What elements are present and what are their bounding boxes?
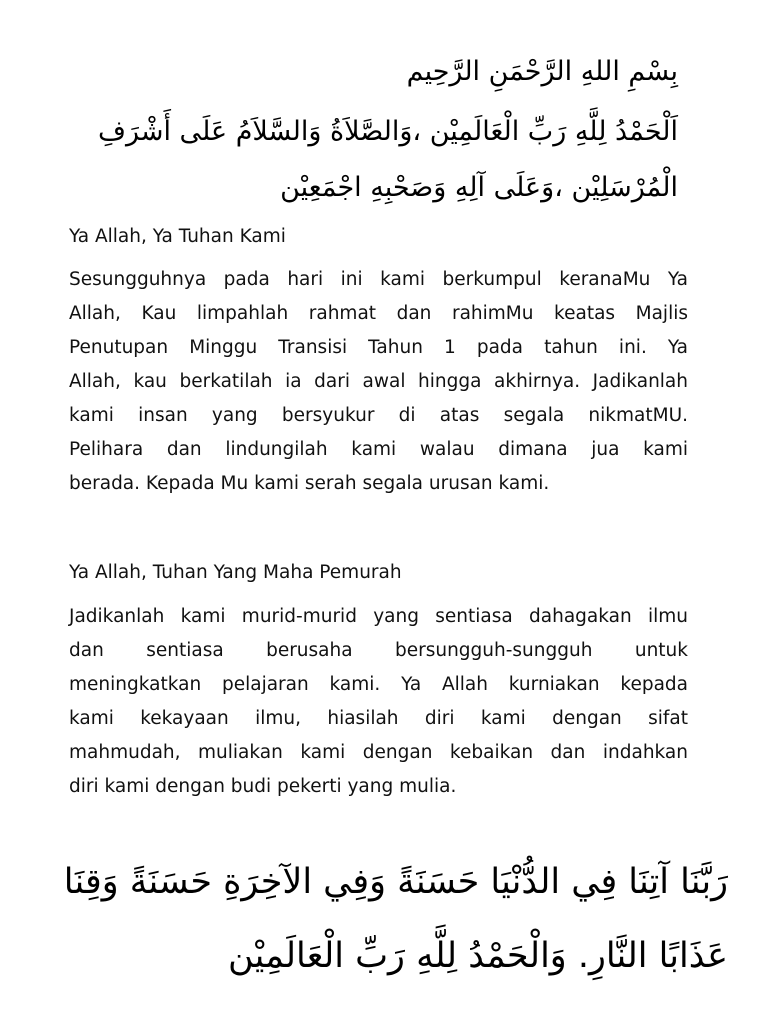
paragraph-line: berada. Kepada Mu kami serah segala urusan kami. [69, 473, 550, 494]
arabic-opening-line-2: اَلْحَمْدُ لِلَّهِ رَبِّ الْعَالَمِيْن ،وَالصَّلاَةُ وَالسَّلاَمُ عَلَى أَشْرَفِ [97, 116, 678, 147]
section-1-heading: Ya Allah, Ya Tuhan Kami [69, 226, 286, 247]
section-1-paragraph [69, 263, 688, 501]
paragraph-line: Sesungguhnya pada hari ini kami berkumpul keranaMu Ya [69, 269, 688, 290]
arabic-closing-line-2: عَذَابًا النَّارِ. وَالْحَمْدُ لِلَّهِ رَبِّ الْعَالَمِيْن [227, 936, 728, 976]
arabic-basmala: بِسْمِ اللهِ الرَّحْمَنِ الرَّحِيم [406, 56, 678, 87]
paragraph-line: Allah, kau berkatilah ia dari awal hingga akhirnya. Jadikanlah [69, 371, 688, 392]
paragraph-line: Penutupan Minggu Transisi Tahun 1 pada tahun ini. Ya [69, 337, 688, 358]
arabic-opening-line-3: الْمُرْسَلِيْن ،وَعَلَى آلِهِ وَصَحْبِهِ اجْمَعِيْن [280, 172, 678, 203]
section-2-paragraph [69, 600, 688, 804]
paragraph-line: diri kami dengan budi pekerti yang mulia. [69, 776, 457, 797]
paragraph-line: meningkatkan pelajaran kami. Ya Allah kurniakan kepada [69, 674, 688, 695]
paragraph-line: kami kekayaan ilmu, hiasilah diri kami dengan sifat [69, 708, 688, 729]
paragraph-line: dan sentiasa berusaha bersungguh-sungguh untuk [69, 640, 688, 661]
section-2-heading: Ya Allah, Tuhan Yang Maha Pemurah [69, 562, 402, 583]
paragraph-line: Pelihara dan lindungilah kami walau dimana jua kami [69, 439, 688, 460]
paragraph-line: Allah, Kau limpahlah rahmat dan rahimMu keatas Majlis [69, 303, 688, 324]
arabic-closing-line-1: رَبَّنَا آتِنَا فِي الدُّنْيَا حَسَنَةً وَفِي الآخِرَةِ حَسَنَةً وَقِنَا [63, 862, 728, 902]
paragraph-line: mahmudah, muliakan kami dengan kebaikan dan indahkan [69, 742, 688, 763]
paragraph-line: Jadikanlah kami murid-murid yang sentiasa dahagakan ilmu [69, 606, 688, 627]
paragraph-line: kami insan yang bersyukur di atas segala nikmatMU. [69, 405, 688, 426]
